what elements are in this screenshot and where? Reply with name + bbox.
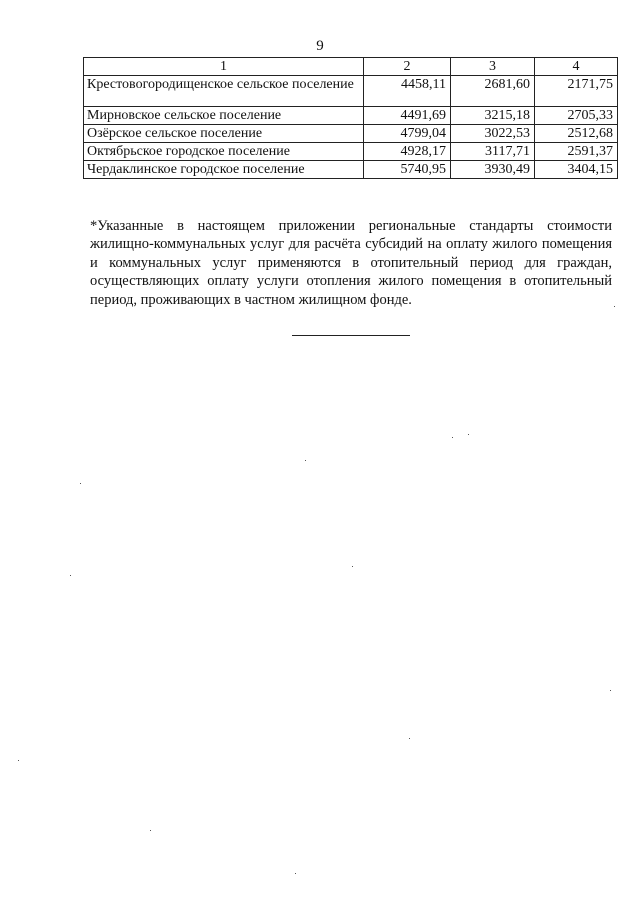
settlement-name: Озёрское сельское поселение — [84, 125, 364, 143]
standards-table — [83, 57, 618, 179]
value-col-3: 3022,53 — [451, 125, 535, 143]
table-row — [84, 143, 618, 161]
scan-speck — [150, 830, 151, 831]
table-row — [84, 125, 618, 143]
value-col-4: 2705,33 — [535, 107, 618, 125]
value-col-4: 2591,37 — [535, 143, 618, 161]
value-col-2: 4928,17 — [364, 143, 451, 161]
scan-speck — [352, 566, 353, 567]
scan-speck — [468, 434, 469, 435]
page-number: 9 — [316, 38, 324, 54]
scan-speck — [295, 873, 296, 874]
scan-speck — [80, 483, 81, 484]
value-col-2: 5740,95 — [364, 161, 451, 179]
value-col-2: 4458,11 — [364, 76, 451, 107]
scan-speck — [409, 738, 410, 739]
footnote: *Указанные в настоящем приложении региональные стандарты стоимости жилищно-коммунальных услуг для расчёта субсидий на оплату жилого помещения и коммунальных услуг применяются в отопительный период для граждан, осуществляющих оплату услуги отопления жилого помещения в отопительный период, проживающих в частном жилищном фонде. — [90, 217, 612, 308]
scan-speck — [305, 460, 306, 461]
value-col-4: 2512,68 — [535, 125, 618, 143]
value-col-2: 4799,04 — [364, 125, 451, 143]
column-header-4: 4 — [535, 58, 618, 76]
settlement-name: Чердаклинское городское поселение — [84, 161, 364, 179]
value-col-3: 3930,49 — [451, 161, 535, 179]
column-header-2: 2 — [364, 58, 451, 76]
settlement-name: Крестовогородищенское сельское поселение — [84, 76, 364, 107]
value-col-3: 3215,18 — [451, 107, 535, 125]
scan-speck — [70, 575, 71, 576]
scan-speck — [452, 437, 453, 438]
table-row — [84, 161, 618, 179]
column-header-3: 3 — [451, 58, 535, 76]
value-col-3: 2681,60 — [451, 76, 535, 107]
scan-speck — [610, 690, 611, 691]
settlement-name: Октябрьское городское поселение — [84, 143, 364, 161]
value-col-2: 4491,69 — [364, 107, 451, 125]
table-row — [84, 76, 618, 107]
closing-rule — [292, 335, 410, 336]
scan-speck — [18, 760, 19, 761]
scan-speck — [614, 306, 615, 307]
table-row — [84, 107, 618, 125]
value-col-4: 3404,15 — [535, 161, 618, 179]
table-header-row — [84, 58, 618, 76]
settlement-name: Мирновское сельское поселение — [84, 107, 364, 125]
value-col-3: 3117,71 — [451, 143, 535, 161]
column-header-1: 1 — [84, 58, 364, 76]
value-col-4: 2171,75 — [535, 76, 618, 107]
